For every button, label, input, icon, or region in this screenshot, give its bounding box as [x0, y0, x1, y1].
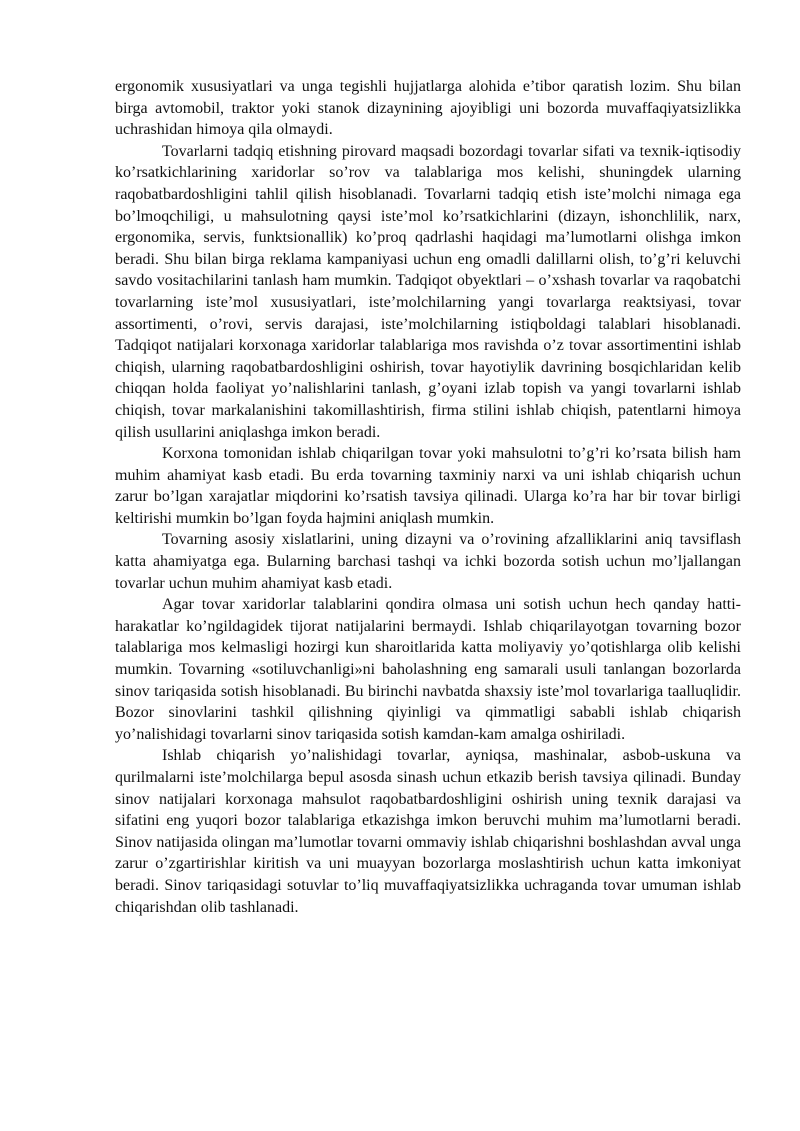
paragraph-industrial-goods-testing: Ishlab chiqarish yo’nalishidagi tovarlar, ayniqsa, mashinalar, asbob-uskuna va qurilmalarni iste’molchilarga bepul asosda sinash uchun etkazib berish tavsiya qilinadi. Bunday sinov natijalari korxonaga mahsulot raqobatbardoshligini oshirish uning texnik darajasi va sifatini eng yuqori bozor talablariga etkazishga imkon beruvchi muhim ma’lumotlarni beradi. Sinov natijasida olingan ma’lumotlar tovarni ommaviy ishlab chiqarishni boshlashdan avval unga zarur o’zgartirishlar kiritish va uni muayyan bozorlarga moslashtirish uchun katta imkoniyat beradi. Sinov tariqasidagi sotuvlar to’liq muvaffaqiyatsizlikka uchraganda tovar umuman ishlab chiqarishdan olib tashlanadi.: [115, 747, 741, 916]
document-page: [115, 76, 741, 918]
paragraph-market-testing: Agar tovar xaridorlar talablarini qondira olmasa uni sotish uchun hech qanday hatti-harakatlar ko’ngildagidek tijorat natijalarini bermaydi. Ishlab chiqarilayotgan tovarning bozor talablariga mos kelmasligi hozirgi kun sharoitlarida katta moliyaviy yo’qotishlarga olib kelishi mumkin. Tovarning «sotiluvchanligi»ni baholashning eng samarali usuli tanlangan bozorlarda sinov tariqasida sotish hisoblanadi. Bu birinchi navbatda shaxsiy iste’mol tovarlariga taalluqlidir. Bozor sinovlarini tashkil qilishning qiyinligi va qimmatligi sababli ishlab chiqarish yo’nalishidagi tovarlarni sinov tariqasida sotish kamdan-kam amalga oshiriladi.: [115, 596, 741, 743]
paragraph-product-presentation: Korxona tomonidan ishlab chiqarilgan tovar yoki mahsulotni to’g’ri ko’rsata bilish ham muhim ahamiyat kasb etadi. Bu erda tovarning taxminiy narxi va uni ishlab chiqarish uchun zarur bo’lgan xarajatlar miqdorini ko’rsatish tavsiya qilinadi. Ularga ko’ra har bir tovar birligi keltirishi mumkin bo’lgan foyda hajmini aniqlash mumkin.: [115, 445, 741, 527]
paragraph-research-goal: Tovarlarni tadqiq etishning pirovard maqsadi bozordagi tovarlar sifati va texnik-iqtisodiy ko’rsatkichlarining xaridorlar so’rov va talablariga mos kelishi, shuningdek ularning raqobatbardoshligini tahlil qilish hisoblanadi. Tovarlarni tadqiq etish iste’molchi nimaga ega bo’lmoqchiligi, u mahsulotning qaysi iste’mol ko’rsatkichlarini (dizayn, ishonchlilik, narx, ergonomika, servis, funktsionallik) ko’proq qadrlashi haqidagi ma’lumotlarni olishga imkon beradi. Shu bilan birga reklama kampaniyasi uchun eng omadli dalillarni olish, to’g’ri keluvchi savdo vositachilarini tanlash ham mumkin. Tadqiqot obyektlari – o’xshash tovarlar va raqobatchi tovarlarning iste’mol xususiyatlari, iste’molchilarning yangi tovarlarga reaktsiyasi, tovar assortimenti, o’rovi, servis darajasi, iste’molchilarning istiqboldagi talablari hisoblanadi. Tadqiqot natijalari korxonaga xaridorlar talablariga mos ravishda o’z tovar assortimentini ishlab chiqish, ularning raqobatbardoshligini oshirish, tovar hayotiylik davrining bosqichlaridan kelib chiqqan holda faoliyat yo’nalishlarini tanlash, g’oyani izlab topish va yangi tovarlarni ishlab chiqish, tovar markalanishini takomillashtirish, firma stilini ishlab chiqish, patentlarni himoya qilish usullarini aniqlashga imkon beradi.: [115, 142, 741, 441]
paragraph-product-features: Tovarning asosiy xislatlarini, uning dizayni va o’rovining afzalliklarini aniq tavsiflash katta ahamiyatga ega. Bularning barchasi tashqi va ichki bozorda sotish uchun mo’ljallangan tovarlar uchun muhim ahamiyat kasb etadi.: [115, 531, 741, 592]
paragraph-continuation: ergonomik xususiyatlari va unga tegishli hujjatlarga alohida e’tibor qaratish lozim. Shu bilan birga avtomobil, traktor yoki stanok dizaynining ajoyibligi uni bozorda muvaffaqiyatsizlikka uchrashidan himoya qila olmaydi.: [115, 78, 741, 139]
